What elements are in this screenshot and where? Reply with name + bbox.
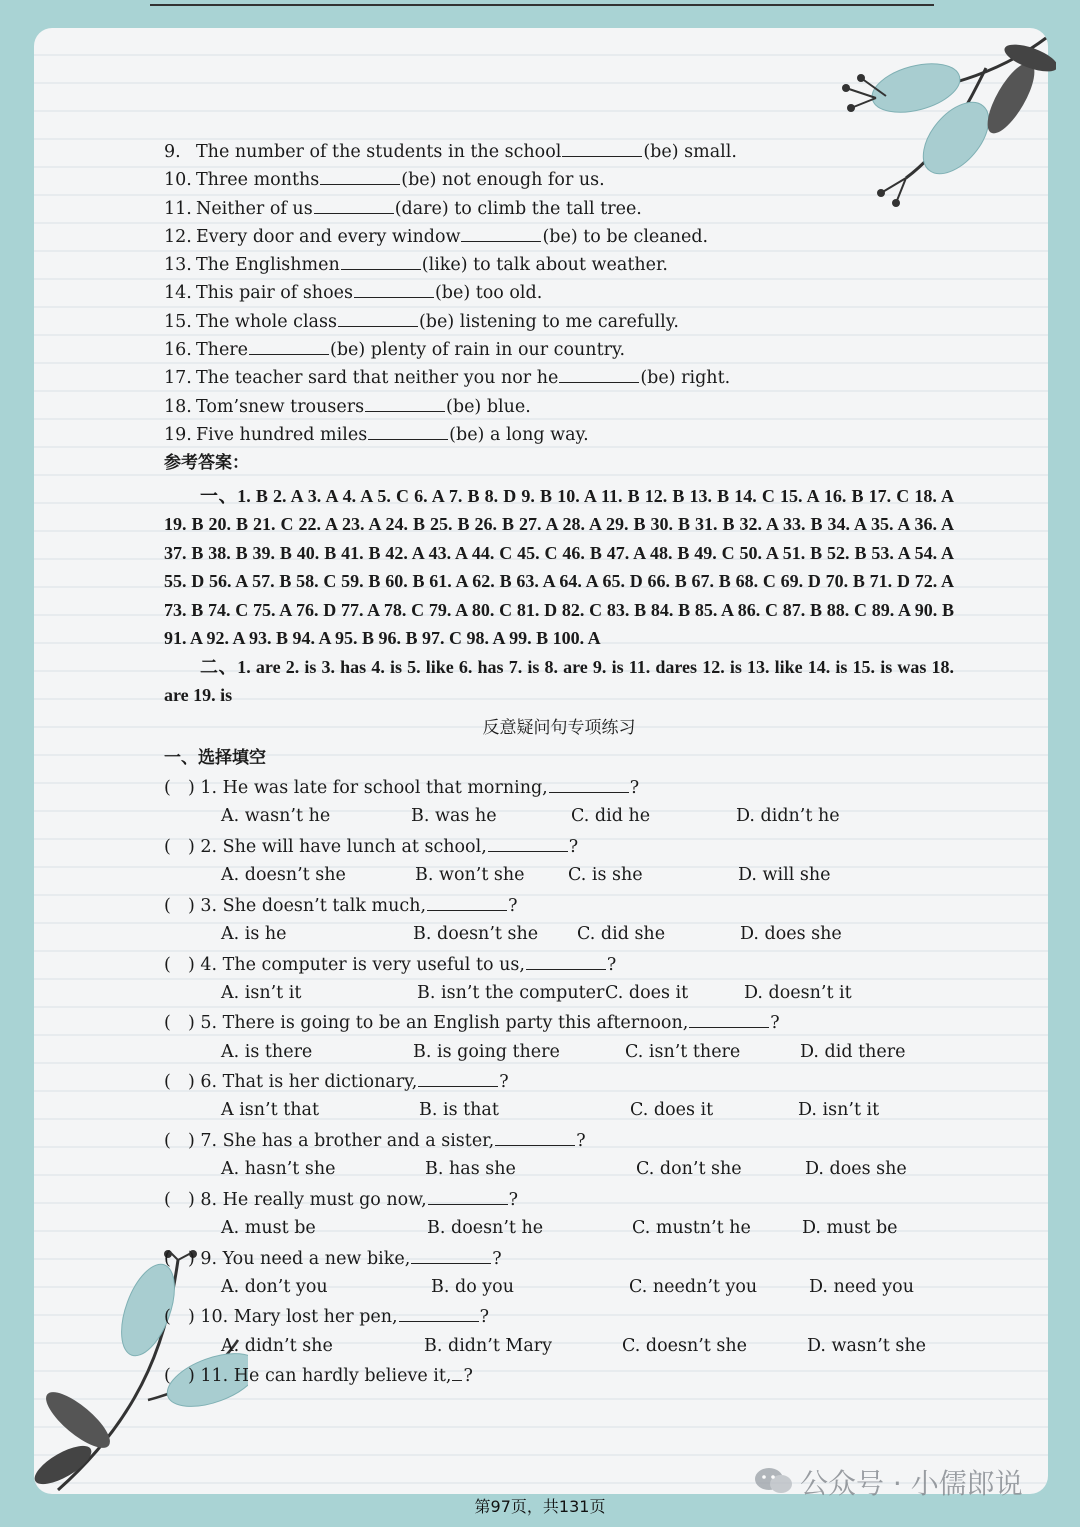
fill-item bbox=[164, 166, 954, 194]
answer-paren[interactable]: ( bbox=[164, 778, 171, 799]
page-footer: 第97页，共131页 bbox=[474, 1497, 606, 1516]
item-text-before: The Englishmen bbox=[196, 255, 340, 276]
fill-item bbox=[164, 138, 954, 166]
question-blank[interactable] bbox=[428, 1187, 508, 1205]
option-row bbox=[221, 920, 954, 949]
fill-item bbox=[164, 336, 954, 364]
option-b[interactable]: B. won’t she bbox=[415, 865, 525, 886]
item-text-after: (be) too old. bbox=[434, 283, 543, 304]
question-item bbox=[164, 892, 954, 920]
question-stem: ) 4. The computer is very useful to us, bbox=[188, 954, 525, 975]
answer-blank[interactable] bbox=[365, 394, 445, 412]
item-text-before: The number of the students in the school bbox=[196, 142, 562, 162]
fill-item bbox=[164, 421, 954, 449]
question-blank[interactable] bbox=[411, 1246, 491, 1264]
item-number: 13. bbox=[164, 255, 192, 276]
option-d[interactable]: D. did there bbox=[800, 1041, 906, 1062]
question-stem: ) 3. She doesn’t talk much, bbox=[188, 895, 427, 916]
option-a[interactable]: A. isn’t it bbox=[221, 982, 302, 1003]
item-number: 18. bbox=[164, 396, 192, 417]
answer-blank[interactable] bbox=[354, 280, 434, 298]
item-number: 11. bbox=[164, 198, 192, 219]
question-end: ? bbox=[576, 1130, 586, 1151]
fill-in-list bbox=[164, 138, 954, 449]
item-number: 17. bbox=[164, 368, 192, 389]
question-blank[interactable] bbox=[495, 1128, 575, 1146]
wechat-icon bbox=[754, 1466, 794, 1496]
answers-part2: 二、1. are 2. is 3. has 4. is 5. like 6. has 7. is 8. are 9. is 11. dares 12. is 13. like 14. is 15. is was 18. are 19. is bbox=[164, 656, 954, 706]
option-row bbox=[221, 979, 954, 1008]
question-item bbox=[164, 951, 954, 979]
option-c[interactable]: C. does it bbox=[630, 1100, 714, 1121]
option-b[interactable]: B. do you bbox=[431, 1276, 514, 1297]
question-stem: ) 1. He was late for school that morning, bbox=[188, 778, 548, 799]
fill-item bbox=[164, 279, 954, 307]
option-row bbox=[221, 1273, 954, 1302]
question-stem: ) 10. Mary lost her pen, bbox=[188, 1307, 398, 1328]
question-stem: ) 7. She has a brother and a sister, bbox=[188, 1130, 495, 1151]
option-row bbox=[221, 1155, 954, 1184]
question-blank[interactable] bbox=[452, 1363, 462, 1381]
question-list bbox=[164, 774, 954, 1390]
item-number: 15. bbox=[164, 311, 192, 332]
question-end: ? bbox=[770, 1013, 780, 1034]
option-a[interactable]: A. is he bbox=[221, 924, 287, 945]
item-text-after: (be) to be cleaned. bbox=[542, 226, 709, 247]
question-end: ? bbox=[508, 1189, 519, 1210]
fill-item bbox=[164, 251, 954, 279]
option-a[interactable]: A. must be bbox=[221, 1218, 316, 1239]
question-item bbox=[164, 1068, 954, 1096]
answers-part1: 一、1. B 2. A 3. A 4. A 5. C 6. A 7. B 8. D 9. B 10. A 11. B 12. B 13. B 14. C 15. A 16. B 17. C 18. A 19. B 20. B 21. C 22. A 23. A 24. B 25. B 26. B 27. A 28. A 29. B 30. B 31. B 32. A 33. B 34. A 35. A 36. A 37. B 38. B 39. B 40. B 41. B 42. A 43. A 44. C 45. C 46. B 47. A 48. B 49. C 50. A 51. B 52. B 53. A 54. A 55. D 56. A 57. B 58. C 59. B 60. B 61. A 62. B 63. A 64. A 65. D 66. B 67. B 68. C 69. D 70. B 71. D 72. A 73. B 74. C 75. A 76. D 77. A 78. C 79. A 80. C 81. D 82. C 83. B 84. B 85. A 86. C 87. B 88. C 89. A 90. B 91. A 92. A 93. B 94. A 95. B 96. B 97. C 98. A 99. B 100. A bbox=[164, 485, 954, 649]
option-c[interactable]: C. needn’t you bbox=[629, 1276, 758, 1297]
fill-item bbox=[164, 223, 954, 251]
question-end: ? bbox=[463, 1366, 473, 1387]
item-number: 19. bbox=[164, 424, 192, 445]
item-text-before: Neither of us bbox=[196, 198, 313, 219]
option-d[interactable]: D. didn’t he bbox=[736, 806, 840, 827]
question-stem: ) 8. He really must go now, bbox=[188, 1189, 427, 1210]
option-b[interactable]: B. is that bbox=[419, 1100, 499, 1121]
option-c[interactable]: C. is she bbox=[568, 865, 643, 886]
question-blank[interactable] bbox=[526, 952, 606, 970]
question-blank[interactable] bbox=[549, 775, 629, 793]
question-blank[interactable] bbox=[427, 893, 507, 911]
option-a[interactable]: A. doesn’t she bbox=[221, 865, 346, 886]
item-number: 16. bbox=[164, 340, 192, 361]
option-c[interactable]: C. does it bbox=[605, 982, 689, 1003]
item-text-after: (be) plenty of rain in our country. bbox=[330, 340, 626, 361]
item-text-before: This pair of shoes bbox=[196, 283, 353, 304]
question-blank[interactable] bbox=[418, 1069, 498, 1087]
item-text-after: (be) blue. bbox=[446, 396, 531, 417]
option-c[interactable]: C. did he bbox=[571, 806, 651, 827]
fill-item bbox=[164, 393, 954, 421]
answer-blank[interactable] bbox=[559, 365, 639, 383]
question-end: ? bbox=[606, 954, 617, 975]
answer-blank[interactable] bbox=[562, 139, 642, 157]
option-b[interactable]: B. has she bbox=[425, 1159, 516, 1180]
answer-blank[interactable] bbox=[368, 422, 448, 440]
question-stem: ) 6. That is her dictionary, bbox=[188, 1072, 418, 1093]
item-text-before: Every door and every window bbox=[196, 226, 461, 247]
question-stem: ) 9. You need a new bike, bbox=[188, 1248, 411, 1269]
option-a[interactable]: A isn’t that bbox=[221, 1100, 319, 1121]
item-text-after: (be) a long way. bbox=[449, 424, 589, 445]
option-a[interactable]: A. is there bbox=[221, 1041, 313, 1062]
option-a[interactable]: A. didn’t she bbox=[221, 1335, 333, 1356]
option-d[interactable]: D. must be bbox=[802, 1218, 898, 1239]
option-b[interactable]: B. is going there bbox=[413, 1041, 560, 1062]
item-text-before: Three months bbox=[196, 170, 320, 191]
answer-paren[interactable]: ( bbox=[164, 1366, 171, 1387]
answer-blank[interactable] bbox=[249, 337, 329, 355]
item-text-after: (be) right. bbox=[640, 368, 731, 389]
item-text-before: Tom’snew trousers bbox=[196, 396, 365, 417]
question-stem: ) 11. He can hardly believe it, bbox=[188, 1366, 452, 1387]
answer-paren[interactable]: ( bbox=[164, 836, 171, 857]
option-a[interactable]: A. hasn’t she bbox=[221, 1159, 336, 1180]
question-item bbox=[164, 1303, 954, 1331]
option-a[interactable]: A. wasn’t he bbox=[221, 806, 331, 827]
answer-paren[interactable]: ( bbox=[164, 954, 171, 975]
question-blank[interactable] bbox=[689, 1010, 769, 1028]
answer-paren[interactable]: ( bbox=[164, 1189, 171, 1210]
question-end: ? bbox=[499, 1072, 509, 1093]
option-d[interactable]: D. wasn’t she bbox=[807, 1335, 926, 1356]
option-d[interactable]: D. does she bbox=[740, 924, 842, 945]
question-item bbox=[164, 1245, 954, 1273]
item-number: 12. bbox=[164, 226, 192, 247]
question-blank[interactable] bbox=[399, 1304, 479, 1322]
answer-paren[interactable]: ( bbox=[164, 1248, 171, 1269]
option-row bbox=[221, 1038, 954, 1067]
watermark-text: 公众号 · 小儒郎说 bbox=[800, 1467, 1023, 1500]
option-row bbox=[221, 802, 954, 831]
question-end: ? bbox=[629, 778, 640, 799]
answer-blank[interactable] bbox=[341, 252, 421, 270]
option-row bbox=[221, 1332, 954, 1361]
item-text-after: (be) listening to me carefully. bbox=[418, 311, 679, 332]
option-c[interactable]: C. mustn’t he bbox=[632, 1218, 751, 1239]
question-stem: ) 2. She will have lunch at school, bbox=[188, 836, 487, 857]
question-item bbox=[164, 1009, 954, 1037]
question-stem: ) 5. There is going to be an English party this afternoon, bbox=[188, 1013, 689, 1034]
item-text-after: (like) to talk about weather. bbox=[421, 255, 668, 276]
option-c[interactable]: C. doesn’t she bbox=[622, 1335, 748, 1356]
option-c[interactable]: C. did she bbox=[577, 924, 666, 945]
option-row bbox=[221, 1214, 954, 1243]
fill-item bbox=[164, 308, 954, 336]
question-end: ? bbox=[508, 895, 518, 916]
item-number: 10. bbox=[164, 170, 192, 191]
option-b[interactable]: B. was he bbox=[411, 806, 497, 827]
section-title: 反意疑问句专项练习 bbox=[482, 717, 636, 738]
item-text-before: There bbox=[196, 340, 249, 361]
document-content bbox=[164, 138, 954, 1390]
answer-blank[interactable] bbox=[461, 224, 541, 242]
question-item bbox=[164, 1362, 954, 1390]
option-d[interactable]: D. need you bbox=[809, 1276, 914, 1297]
fill-item bbox=[164, 364, 954, 392]
answer-paren[interactable]: ( bbox=[164, 1072, 171, 1093]
item-text-after: (be) not enough for us. bbox=[401, 170, 605, 191]
question-blank[interactable] bbox=[488, 834, 568, 852]
answer-blank[interactable] bbox=[314, 196, 394, 214]
option-a[interactable]: A. don’t you bbox=[221, 1276, 328, 1297]
option-c[interactable]: C. don’t she bbox=[636, 1159, 742, 1180]
section-subtitle: 一、选择填空 bbox=[164, 747, 266, 768]
option-row bbox=[221, 861, 954, 890]
answer-paren[interactable]: ( bbox=[164, 1307, 171, 1328]
item-text-after: (be) small. bbox=[643, 142, 737, 162]
answer-paren[interactable]: ( bbox=[164, 1130, 171, 1151]
option-d[interactable]: D. will she bbox=[738, 865, 831, 886]
question-end: ? bbox=[479, 1307, 489, 1328]
top-rule bbox=[150, 4, 934, 6]
option-row bbox=[221, 1096, 954, 1125]
question-item bbox=[164, 1186, 954, 1214]
answer-paren[interactable]: ( bbox=[164, 1013, 171, 1034]
item-text-before: The whole class bbox=[196, 311, 337, 332]
question-item bbox=[164, 1127, 954, 1155]
item-text-before: The teacher sard that neither you nor he bbox=[196, 368, 559, 389]
question-item bbox=[164, 833, 954, 861]
fill-item bbox=[164, 195, 954, 223]
answer-blank[interactable] bbox=[320, 167, 400, 185]
item-text-before: Five hundred miles bbox=[196, 424, 368, 445]
item-number: 9. bbox=[164, 142, 181, 162]
item-number: 14. bbox=[164, 283, 192, 304]
option-b[interactable]: B. didn’t Mary bbox=[424, 1335, 553, 1356]
question-end: ? bbox=[568, 836, 579, 857]
option-b[interactable]: B. isn’t the computer bbox=[417, 982, 605, 1003]
answer-heading: 参考答案： bbox=[164, 453, 249, 474]
option-d[interactable]: D. does she bbox=[805, 1159, 907, 1180]
option-c[interactable]: C. isn’t there bbox=[625, 1041, 741, 1062]
question-item bbox=[164, 774, 954, 802]
option-d[interactable]: D. doesn’t it bbox=[744, 982, 852, 1003]
option-b[interactable]: B. doesn’t she bbox=[413, 924, 539, 945]
option-d[interactable]: D. isn’t it bbox=[798, 1100, 880, 1121]
watermark bbox=[756, 1462, 1023, 1502]
answer-paren[interactable]: ( bbox=[164, 895, 171, 916]
item-text-after: (dare) to climb the tall tree. bbox=[394, 198, 642, 219]
option-b[interactable]: B. doesn’t he bbox=[427, 1218, 544, 1239]
question-end: ? bbox=[492, 1248, 502, 1269]
answer-blank[interactable] bbox=[338, 309, 418, 327]
